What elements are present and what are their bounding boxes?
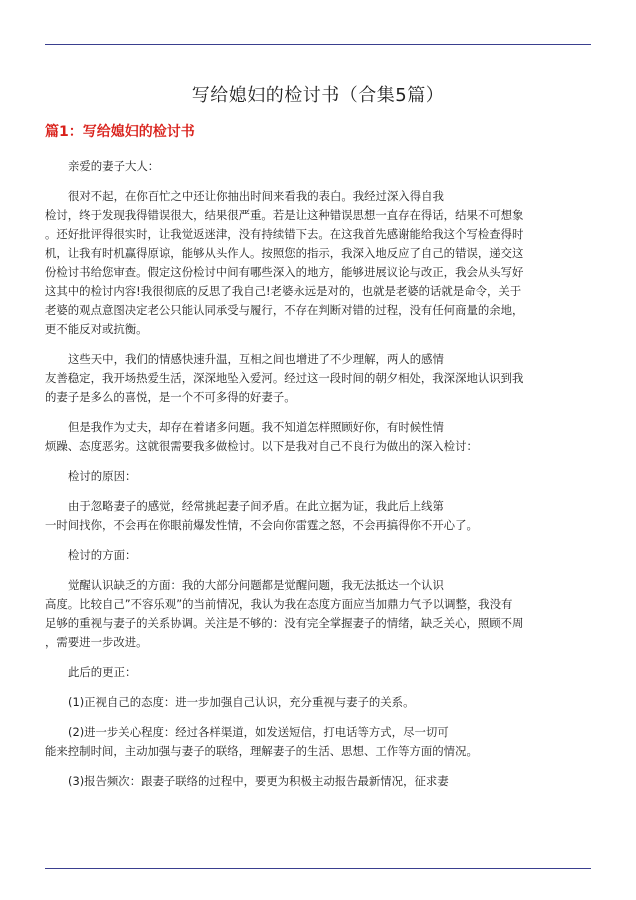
paragraph-reason <box>45 497 591 535</box>
text-line: (3)报告频次：跟妻子联络的过程中，要更为积极主动报告最新情况，征求妻 <box>68 774 449 788</box>
text-line: 烦躁、态度恶劣。这就很需要我多做检讨。以下是我对自己不良行为做出的深入检讨： <box>45 439 478 453</box>
text-line: 份检讨书给您审查。假定这份检讨中间有哪些深入的地方，能够进展议论与改正，我会从头写好 <box>45 265 524 279</box>
text-line: 友善稳定，我开场热爱生活，深深地坠入爱河。经过这一段时间的朝夕相处，我深深地认识到我 <box>45 371 524 385</box>
section-heading: 篇1：写给媳妇的检讨书 <box>45 124 195 140</box>
text-line: 由于忽略妻子的感觉，经常挑起妻子间矛盾。在此立据为证，我此后上线第 <box>68 499 444 513</box>
text-line: 检讨的原因： <box>68 469 137 483</box>
text-line: 此后的更正： <box>68 665 137 679</box>
text-line: 这其中的检讨内容!我很彻底的反思了我自己!老婆永远是对的，也就是老婆的话就是命令，关于 <box>45 284 522 298</box>
text-line: 。还好批评得很实时，让我觉返迷津，没有持续错下去。在这我首先感谢能给我这个写检查得时 <box>45 227 524 241</box>
text-line: 但是我作为丈夫，却存在着诸多问题。我不知道怎样照顾好你，有时候性情 <box>68 420 444 434</box>
text-line: 足够的重视与妻子的关系协调。关注是不够的：没有完全掌握妻子的情绪，缺乏关心，照顾不周 <box>45 616 524 630</box>
text-line: 老婆的观点意图决定老公只能认同承受与履行，不存在判断对错的过程，没有任何商量的余地， <box>45 303 524 317</box>
text-line: 这些天中，我们的情感快速升温，互相之间也增进了不少理解，两人的感情 <box>68 352 444 366</box>
text-line: 的妻子是多么的喜悦，是一个不可多得的好妻子。 <box>45 390 296 404</box>
document-title: 写给媳妇的检讨书（合集5篇） <box>191 85 445 106</box>
paragraph-aspects <box>45 576 591 652</box>
paragraph-salutation <box>45 157 591 176</box>
paragraph-apology <box>45 187 591 339</box>
text-line: 更不能反对或抗衡。 <box>45 322 148 336</box>
text-line: 一时间找你，不会再在你眼前爆发性情，不会向你雷霆之怒，不会再搞得你不开心了。 <box>45 518 478 532</box>
text-line: (2)进一步关心程度：经过各样渠道，如发送短信，打电话等方式，尽一切可 <box>68 725 449 739</box>
text-line: 检讨的方面： <box>68 548 137 562</box>
paragraph-correction-1 <box>45 693 591 712</box>
paragraph-correction-2 <box>45 723 591 761</box>
document-body <box>45 157 591 802</box>
text-line: 高度。比较自己”不容乐观”的当前情况，我认为我在态度方面应当加鼎力气予以调整，我没有 <box>45 597 513 611</box>
paragraph-aspects-label <box>45 546 591 565</box>
paragraph-corrections-label <box>45 663 591 682</box>
text-line: 机，让我有时机赢得原谅，能够从头作人。按照您的指示，我深入地反应了自己的错误，递交这 <box>45 246 524 260</box>
text-line: 亲爱的妻子大人： <box>68 159 160 173</box>
paragraph-reason-label <box>45 467 591 486</box>
footer-rule <box>45 868 591 869</box>
paragraph-correction-3 <box>45 772 591 791</box>
paragraph-problems <box>45 418 591 456</box>
text-line: 能来控制时间，主动加强与妻子的联络，理解妻子的生活、思想、工作等方面的情况。 <box>45 744 478 758</box>
text-line: (1)正视自己的态度：进一步加强自己认识，充分重视与妻子的关系。 <box>68 695 415 709</box>
text-line: ，需要进一步改进。 <box>45 635 148 649</box>
text-line: 觉醒认识缺乏的方面：我的大部分问题都是觉醒问题，我无法抵达一个认识 <box>68 578 444 592</box>
text-line: 很对不起，在你百忙之中还让你抽出时间来看我的表白。我经过深入得自我 <box>68 189 444 203</box>
header-rule <box>45 44 591 45</box>
text-line: 检讨，终于发现我得错误很大，结果很严重。若是让这种错误思想一直存在得话，结果不可想象 <box>45 208 524 222</box>
paragraph-relationship <box>45 350 591 407</box>
